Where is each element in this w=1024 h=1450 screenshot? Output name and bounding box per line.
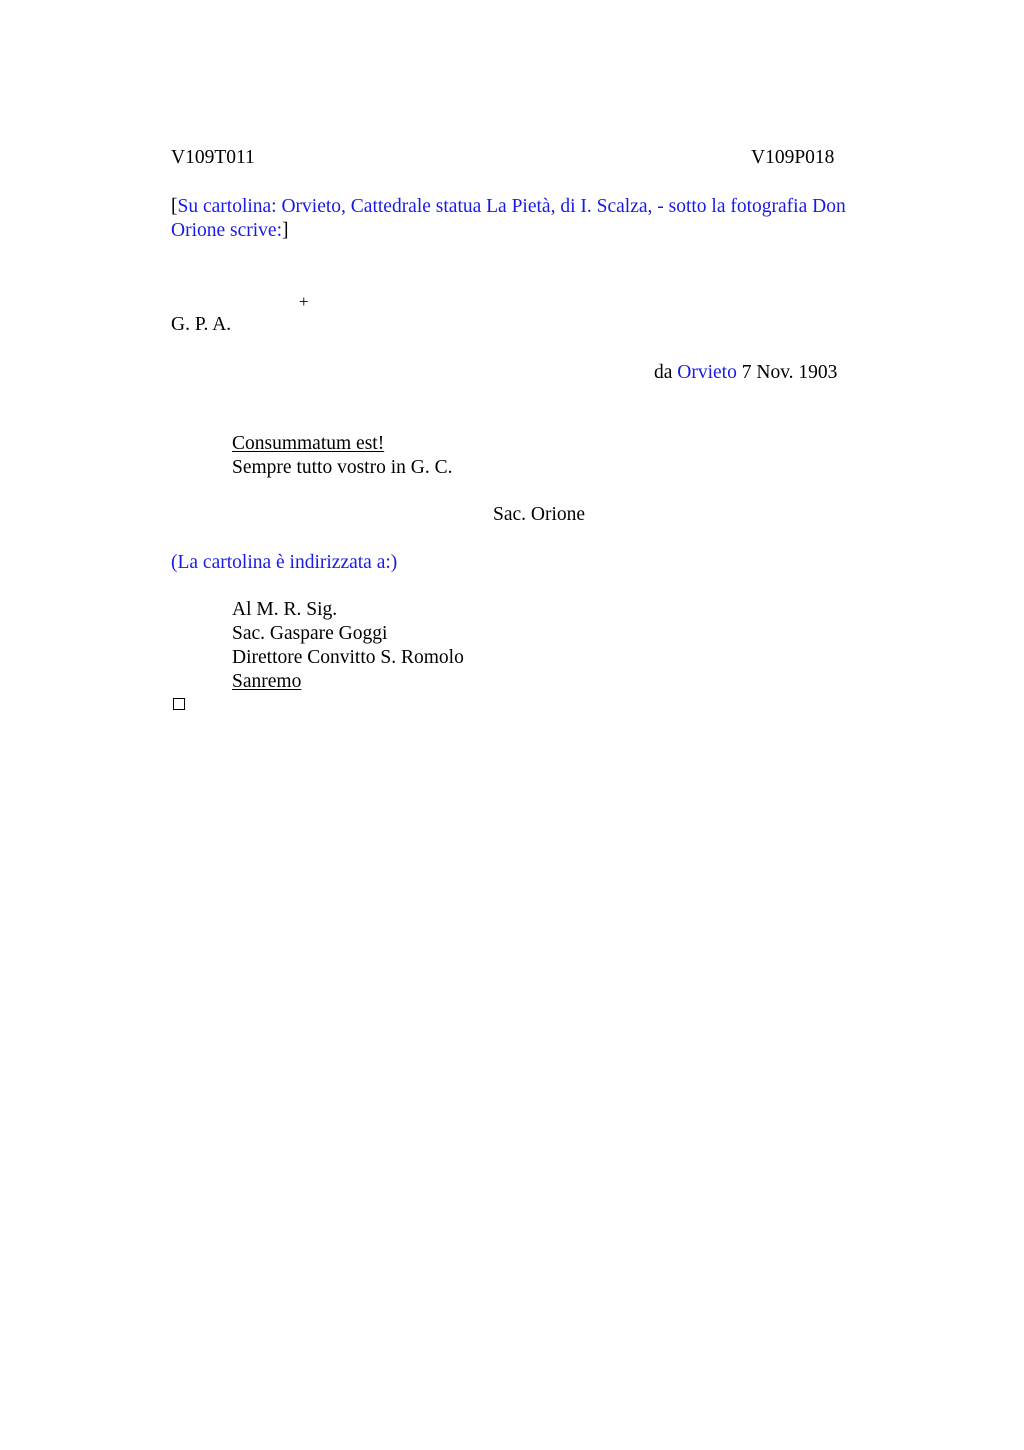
document-code-right: V109P018 [751,147,835,168]
document-code-left: V109T011 [171,147,255,168]
end-marker-box-icon [173,698,185,710]
initials: G. P. A. [171,314,232,335]
date-line [654,361,837,385]
date-place: Orvieto [677,362,737,383]
address-line-1: Al M. R. Sig. [232,599,338,620]
body-line-greeting: Sempre tutto vostro in G. C. [232,457,453,478]
address-note: (La cartolina è indirizzata a:) [171,552,398,573]
address-line-city: Sanremo [232,671,302,692]
cross-symbol: + [299,292,309,311]
signature: Sac. Orione [493,504,586,525]
date-prefix: da [654,362,678,383]
body-line-consummatum: Consummatum est! [232,433,385,454]
address-line-3: Direttore Convitto S. Romolo [232,647,464,668]
editorial-intro [171,195,901,243]
intro-open-bracket: [ [171,196,178,217]
date-value: 7 Nov. 1903 [736,362,838,383]
address-line-2: Sac. Gaspare Goggi [232,623,388,644]
intro-text: Su cartolina: Orvieto, Cattedrale statua La Pietà, di I. Scalza, - sotto la fotografia Don Orione scrive: [171,196,846,241]
intro-close-bracket: ] [282,220,289,241]
